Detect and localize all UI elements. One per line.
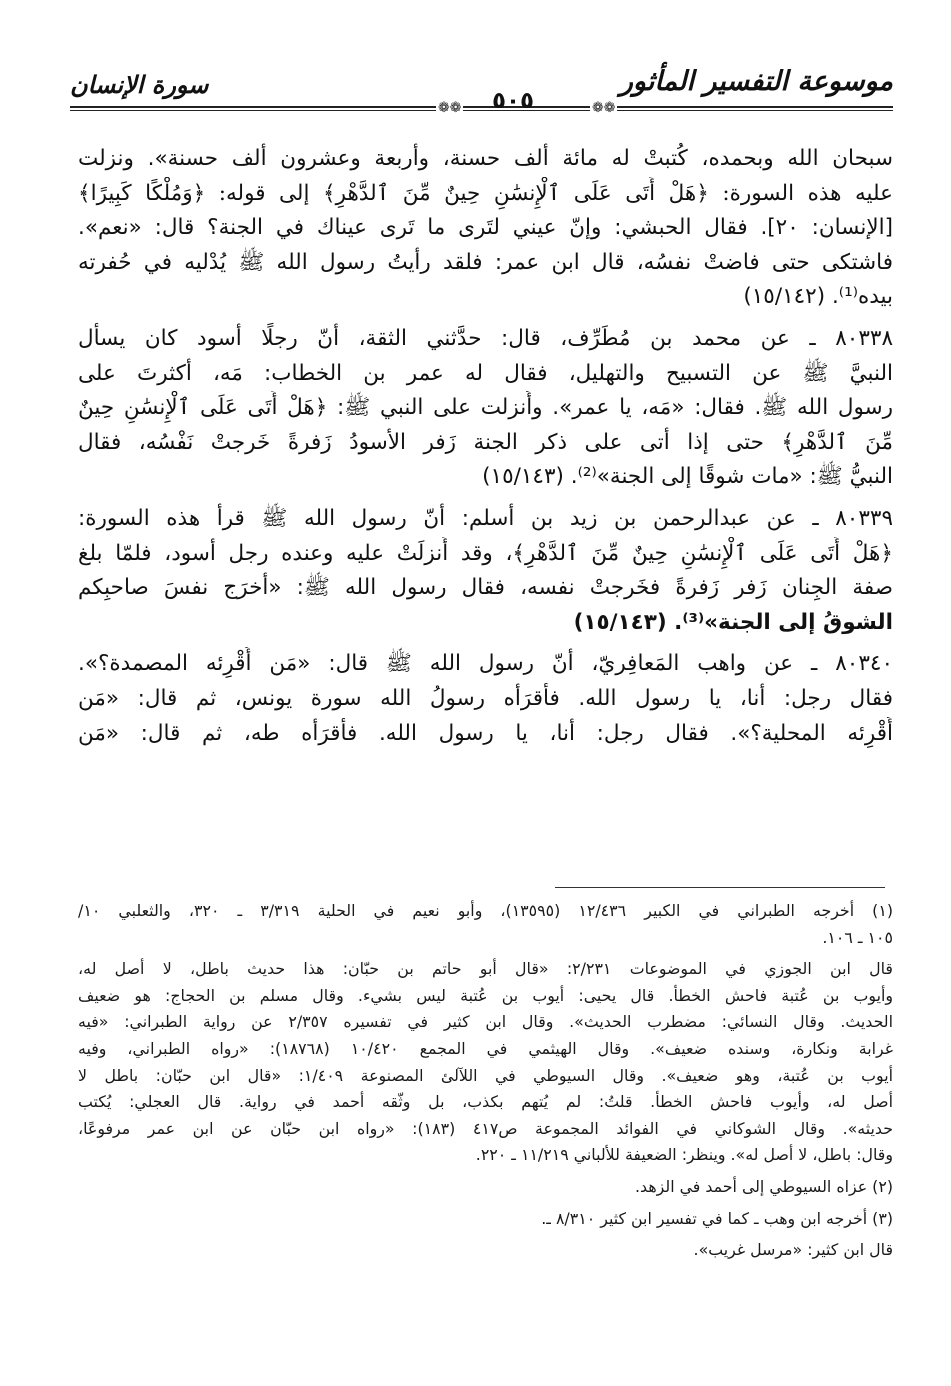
text-line: رسول الله ﷺ. فقال: «مَه، يا عمر». وأُنزلت على النبي ﷺ: ﴿هَلْ أَتَى عَلَى ٱلْإِنسَٰنِ حِينٌ: [78, 395, 893, 421]
text-line: عليه هذه السورة: ﴿هَلْ أَتَى عَلَى ٱلْإِنسَٰنِ حِينٌ مِّنَ ٱلدَّهْرِ﴾ إلى قوله: ﴿وَمُلْكًا كَبِيرًا﴾: [78, 180, 893, 206]
footnote-line: الحديث. وقال النسائي: مضطرب الحديث». وقال ابن كثير في تفسيره ٢/٣٥٧ عن رواية الطبراني: «فيه: [78, 1012, 893, 1032]
text-line: ﴿هَلْ أَتَى عَلَى ٱلْإِنسَٰنِ حِينٌ مِّنَ ٱلدَّهْرِ﴾، وقد أُنزلَتْ عليه وعنده رجل أسود، فلمّا بلغ: [78, 540, 893, 566]
page-number: ٥٠٥: [491, 88, 535, 114]
text-line: ٨٠٣٣٨ ـ عن محمد بن مُطَرِّف، قال: حدَّثني الثقة، أنّ رجلًا أسود كان يسأل: [78, 325, 893, 351]
main-text: [78, 142, 893, 758]
footnote-line: غرابة ونكارة، وسنده ضعيف». وقال الهيثمي في المجمع ١٠/٤٢٠ (١٨٧٦٨): «رواه الطبراني، وفيه: [78, 1038, 893, 1058]
text-line: سبحان الله وبحمده، كُتبتْ له مائة ألف حسنة، وأربعة وعشرون ألف حسنة». ونزلت: [78, 146, 893, 171]
paragraph: [78, 322, 893, 495]
page-header: [70, 60, 893, 116]
paragraph: [78, 142, 893, 315]
text-line: ٨٠٣٣٩ ـ عن عبدالرحمن بن زيد بن أسلم: أنّ رسول الله ﷺ قرأ هذه السورة:: [78, 505, 893, 531]
ornament-icon: ❁❁: [592, 100, 616, 116]
footnote-line: قال ابن الجوزي في الموضوعات ٢/٢٣١: «قال أبو حاتم بن حبّان: هذا حديث باطل، لا أصل له،: [78, 959, 893, 979]
text-line: ٨٠٣٤٠ ـ عن واهب المَعافِريّ، أنّ رسول الله ﷺ قال: «مَن أُقْرِئه المصمدة؟».: [78, 651, 893, 677]
text-line: فاشتكى حتى فاضتْ نفسُه، قال ابن عمر: فلقد رأيتُ رسول الله ﷺ يُدْليه في حُفرته: [78, 249, 893, 275]
footnotes: [78, 898, 893, 1269]
footnote: [78, 1237, 893, 1264]
text-line: [الإنسان: ٢٠]. فقال الحبشي: وإنّ عيني لتَرى ما تَرى عيناك في الجنة؟ قال: «نعم».: [78, 215, 893, 241]
footnote-divider: [555, 887, 885, 888]
ornament-icon: ❁❁: [438, 100, 462, 116]
footnote: [78, 956, 893, 1169]
footnote-line: قال ابن كثير: «مرسل غريب».: [693, 1240, 893, 1260]
paragraph: [78, 647, 893, 751]
text-line: فقال رجل: أنا، يا رسول الله. فأَقرَأه رسولُ الله سورة يونس، ثم قال: «مَن: [78, 685, 893, 711]
book-title: موسوعة التفسير المأثور: [619, 66, 893, 97]
footnote-line: أيوب بن عُتبة، وهو ضعيف». وقال السيوطي في اللآلئ المصنوعة ١/٤٠٩: «قال ابن حبّان: باطل لا: [78, 1065, 893, 1085]
text-line: الشوقُ إلى الجنة»⁽³⁾. (١٥/١٤٣): [573, 609, 893, 635]
footnote: [78, 1174, 893, 1201]
footnote-line: ١٠٥ ـ ١٠٦.: [822, 927, 893, 947]
text-line: النبيُّ ﷺ: «مات شوقًا إلى الجنة»⁽²⁾. (١٥/١٤٣): [482, 464, 893, 490]
footnote-line: وأيوب بن عُتبة فاحش الخطأ. قال يحيى: أيوب بن عُتبة ليس بشيء. وقال مسلم بن الحجاج: هو ضعيف: [78, 985, 893, 1005]
surah-title: سورة الإنسان: [70, 70, 209, 99]
footnote-line: (١) أخرجه الطبراني في الكبير ١٢/٤٣٦ (١٣٥٩٥)، وأبو نعيم في الحلية ٣/٣١٩ ـ ٣٢٠، والثعلبي ١٠/: [78, 901, 893, 920]
text-line: مِّنَ ٱلدَّهْرِ﴾ حتى إذا أتى على ذكر الجنة زَفر الأسودُ زَفرةً خَرجتْ نَفْسُه، فقال: [78, 429, 893, 455]
footnote-line: (٢) عزاه السيوطي إلى أحمد في الزهد.: [635, 1176, 893, 1196]
text-line: أُقْرِئه المحلية؟». فقال رجل: أنا، يا رسول الله. فأَقرَأه طه، ثم قال: «مَن: [78, 720, 893, 746]
text-line: صفة الجِنان زَفر زَفرةً فخَرجتْ نفسه، فقال رسول الله ﷺ: «أخرَج نفسَ صاحبِكم: [78, 575, 893, 601]
footnote-line: وقال: باطل، لا أصل له». وينظر: الضعيفة للألباني ١١/٢١٩ ـ ٢٢٠.: [475, 1145, 893, 1165]
text-line: بيده⁽¹⁾. (١٥/١٤٢): [743, 284, 893, 310]
footnote-line: حديثه». وقال الشوكاني في الفوائد المجموعة ص٤١٧ (١٨٣): «رواه ابن حبّان عن ابن عمر مرفوعًا،: [78, 1118, 893, 1138]
footnote: [78, 1206, 893, 1233]
text-line: النبيَّ ﷺ عن التسبيح والتهليل، فقال له عمر بن الخطاب: مَه، أكثرتَ على: [78, 360, 893, 386]
footnote: [78, 898, 893, 951]
footnote-line: (٣) أخرجه ابن وهب ـ كما في تفسير ابن كثير ٨/٣١٠ ـ.: [541, 1208, 893, 1228]
footnote-line: أصل له، وأيوب فاحش الخطأ. قلتُ: لم يُتهم بكذب، بل وثّقه أحمد في رواية. قال العجلي: يُكتب: [78, 1092, 893, 1112]
paragraph: [78, 502, 893, 640]
